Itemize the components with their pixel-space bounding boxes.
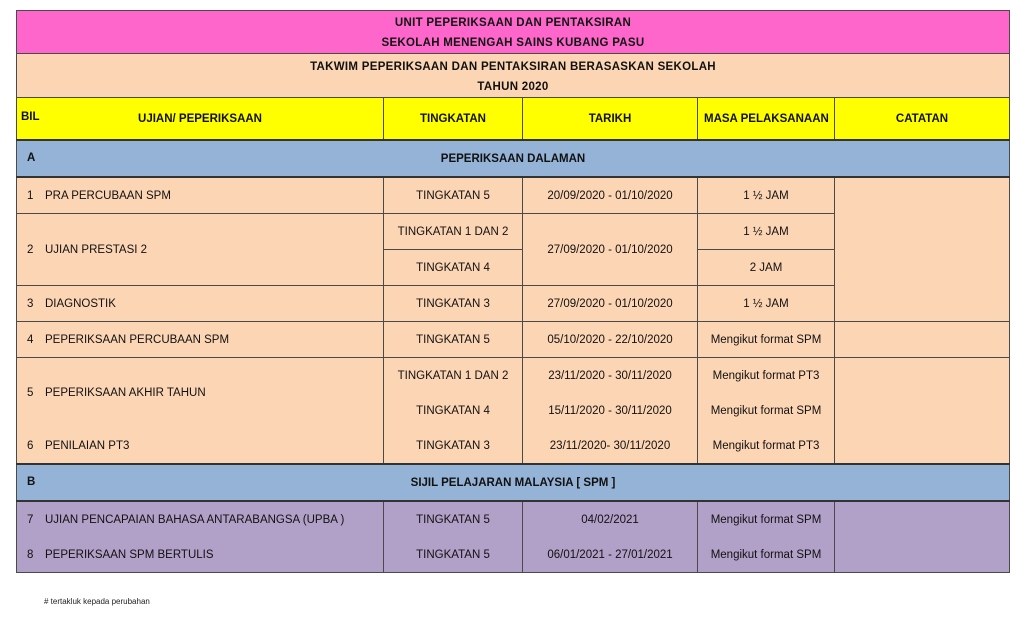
exam-calendar-table: [16, 10, 1010, 573]
table-row-5-name: 5 PEPERIKSAAN AKHIR TAHUN: [17, 358, 384, 429]
table-row-5-tingkatan-b: TINGKATAN 4: [384, 393, 523, 428]
school-name: SEKOLAH MENENGAH SAINS KUBANG PASU: [17, 33, 1010, 54]
catatan-cell-4: [835, 322, 1010, 358]
section-b-title: SIJIL PELAJARAN MALAYSIA [ SPM ]: [410, 476, 616, 489]
header-ujian: UJIAN/ PEPERIKSAAN: [138, 112, 262, 125]
header-tarikh: TARIKH: [523, 98, 698, 141]
header-catatan: CATATAN: [835, 98, 1010, 141]
table-row-2-masa-a: 1 ½ JAM: [698, 214, 835, 250]
table-row-1-tarikh: 20/09/2020 - 01/10/2020: [523, 177, 698, 214]
section-a-header: [17, 140, 1010, 177]
table-row-7-tarikh: 04/02/2021: [523, 501, 698, 537]
unit-title: UNIT PEPERIKSAAN DAN PENTAKSIRAN: [17, 11, 1010, 34]
table-row-8-tarikh: 06/01/2021 - 27/01/2021: [523, 537, 698, 573]
table-row-3-masa: 1 ½ JAM: [698, 286, 835, 322]
section-a-title: PEPERIKSAAN DALAMAN: [440, 152, 586, 165]
table-row-7-name: 7 UJIAN PENCAPAIAN BAHASA ANTARABANGSA (UPBA ): [17, 501, 384, 537]
table-row-6-name: 6 PENILAIAN PT3: [17, 428, 384, 464]
catatan-cell-7: [835, 501, 1010, 573]
table-row-7-tingkatan: TINGKATAN 5: [384, 501, 523, 537]
header-cell-ujian: [17, 98, 384, 141]
table-row-5-tarikh-a: 23/11/2020 - 30/11/2020: [523, 358, 698, 394]
table-row-2-tarikh: 27/09/2020 - 01/10/2020: [523, 214, 698, 286]
table-row-1-tingkatan: TINGKATAN 5: [384, 177, 523, 214]
table-row-8-tingkatan: TINGKATAN 5: [384, 537, 523, 573]
table-row-4-tarikh: 05/10/2020 - 22/10/2020: [523, 322, 698, 358]
table-row-8-name: 8 PEPERIKSAAN SPM BERTULIS: [17, 537, 384, 573]
table-row-1-masa: 1 ½ JAM: [698, 177, 835, 214]
header-masa: MASA PELAKSANAAN: [698, 98, 835, 141]
header-tingkatan: TINGKATAN: [384, 98, 523, 141]
table-row-5-masa-b: Mengikut format SPM: [698, 393, 835, 428]
table-row-7-masa: Mengikut format SPM: [698, 501, 835, 537]
section-a-code: A: [27, 152, 36, 164]
header-bil: BIL: [21, 111, 40, 123]
table-row-2-masa-b: 2 JAM: [698, 250, 835, 286]
table-row-6-tingkatan: TINGKATAN 3: [384, 428, 523, 464]
calendar-title: TAKWIM PEPERIKSAAN DAN PENTAKSIRAN BERASASKAN SEKOLAH: [17, 54, 1010, 78]
table-row-2-name: 2 UJIAN PRESTASI 2: [17, 214, 384, 286]
calendar-year: TAHUN 2020: [17, 77, 1010, 98]
table-row-4-name: 4 PEPERIKSAAN PERCUBAAN SPM: [17, 322, 384, 358]
table-row-1-name: 1 PRA PERCUBAAN SPM: [17, 177, 384, 214]
table-row-5-tingkatan-a: TINGKATAN 1 DAN 2: [384, 358, 523, 394]
table-row-2-tingkatan-b: TINGKATAN 4: [384, 250, 523, 286]
section-b-header: [17, 464, 1010, 501]
table-row-2-tingkatan-a: TINGKATAN 1 DAN 2: [384, 214, 523, 250]
catatan-cell-5: [835, 358, 1010, 465]
table-row-8-masa: Mengikut format SPM: [698, 537, 835, 573]
table-row-5-tarikh-b: 15/11/2020 - 30/11/2020: [523, 393, 698, 428]
section-b-code: B: [27, 476, 36, 488]
table-row-5-masa-a: Mengikut format PT3: [698, 358, 835, 394]
table-row-3-tingkatan: TINGKATAN 3: [384, 286, 523, 322]
table-row-3-tarikh: 27/09/2020 - 01/10/2020: [523, 286, 698, 322]
table-row-6-masa: Mengikut format PT3: [698, 428, 835, 464]
table-row-3-name: 3 DIAGNOSTIK: [17, 286, 384, 322]
catatan-cell-1: [835, 177, 1010, 322]
table-row-6-tarikh: 23/11/2020- 30/11/2020: [523, 428, 698, 464]
footnote: # tertakluk kepada perubahan: [44, 597, 150, 606]
table-row-4-tingkatan: TINGKATAN 5: [384, 322, 523, 358]
table-row-4-masa: Mengikut format SPM: [698, 322, 835, 358]
